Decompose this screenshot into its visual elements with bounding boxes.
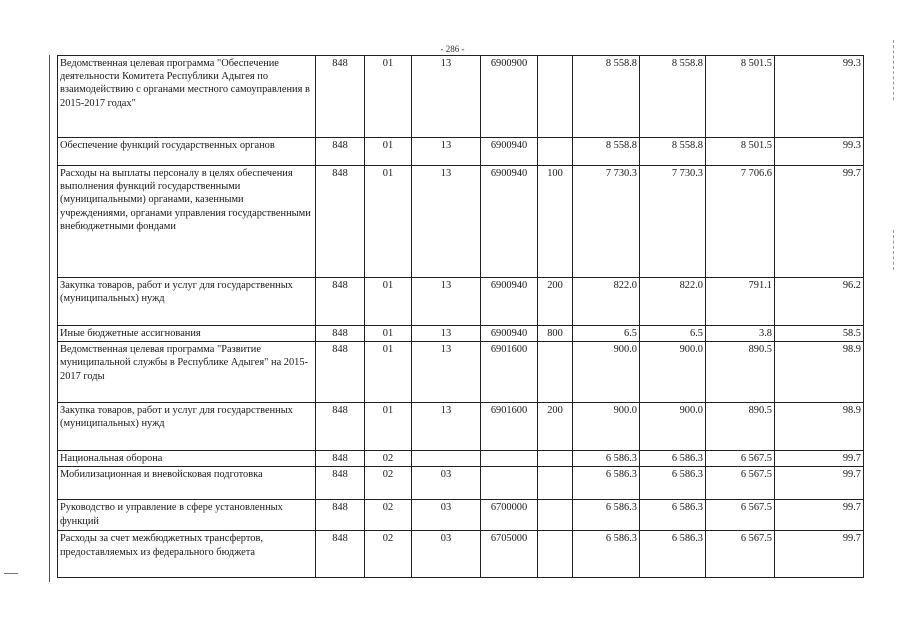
- table-row: [58, 56, 864, 138]
- csr-code: 6705000: [481, 531, 538, 578]
- vr-code: 100: [538, 166, 573, 278]
- table-row: [58, 500, 864, 531]
- pr-code: 03: [412, 531, 481, 578]
- ved-code: 848: [316, 531, 365, 578]
- rz-code: 01: [365, 278, 412, 326]
- csr-code: 6900940: [481, 326, 538, 342]
- row-name: Обеспечение функций государственных органов: [58, 138, 316, 166]
- ved-code: 848: [316, 166, 365, 278]
- row-name: Национальная оборона: [58, 451, 316, 467]
- value-percent: 99.7: [775, 500, 864, 531]
- value-percent: 99.3: [775, 138, 864, 166]
- value-approved: 8 558.8: [573, 138, 640, 166]
- row-name: Закупка товаров, работ и услуг для государственных (муниципальных) нужд: [58, 403, 316, 451]
- table-row: [58, 451, 864, 467]
- csr-code: 6900900: [481, 56, 538, 138]
- value-revised: 6 586.3: [640, 467, 706, 500]
- row-name: Расходы за счет межбюджетных трансфертов, предоставляемых из федерального бюджета: [58, 531, 316, 578]
- pr-code: 13: [412, 278, 481, 326]
- scan-mark: [893, 40, 894, 100]
- table-row: [58, 403, 864, 451]
- value-percent: 98.9: [775, 342, 864, 403]
- ved-code: 848: [316, 56, 365, 138]
- row-name: Ведомственная целевая программа "Развитие муниципальной службы в Республике Адыгея" на 2015-2017 годы: [58, 342, 316, 403]
- value-executed: 6 567.5: [706, 467, 775, 500]
- value-approved: 6.5: [573, 326, 640, 342]
- row-name: Мобилизационная и вневойсковая подготовка: [58, 467, 316, 500]
- scan-mark: [893, 230, 894, 270]
- pr-code: 13: [412, 166, 481, 278]
- rz-code: 02: [365, 451, 412, 467]
- value-revised: 6.5: [640, 326, 706, 342]
- value-approved: 8 558.8: [573, 56, 640, 138]
- value-executed: 7 706.6: [706, 166, 775, 278]
- value-revised: 6 586.3: [640, 451, 706, 467]
- table-row: [58, 326, 864, 342]
- value-executed: 3.8: [706, 326, 775, 342]
- pr-code: 13: [412, 138, 481, 166]
- vr-code: [538, 56, 573, 138]
- ved-code: 848: [316, 342, 365, 403]
- csr-code: 6900940: [481, 138, 538, 166]
- pr-code: 03: [412, 467, 481, 500]
- rz-code: 01: [365, 403, 412, 451]
- vr-code: [538, 342, 573, 403]
- pr-code: 13: [412, 403, 481, 451]
- scan-dash: [4, 573, 18, 574]
- value-percent: 99.7: [775, 166, 864, 278]
- left-margin-line: [49, 55, 50, 582]
- csr-code: [481, 467, 538, 500]
- value-revised: 8 558.8: [640, 56, 706, 138]
- value-approved: 6 586.3: [573, 531, 640, 578]
- csr-code: 6901600: [481, 342, 538, 403]
- value-percent: 58.5: [775, 326, 864, 342]
- value-executed: 791.1: [706, 278, 775, 326]
- value-executed: 6 567.5: [706, 500, 775, 531]
- vr-code: [538, 500, 573, 531]
- row-name: Закупка товаров, работ и услуг для государственных (муниципальных) нужд: [58, 278, 316, 326]
- row-name: Расходы на выплаты персоналу в целях обеспечения выполнения функций государственными (муниципальными) органами, казенными учреждениями, органами управления государственными внебюджетными фондами: [58, 166, 316, 278]
- pr-code: [412, 451, 481, 467]
- value-executed: 8 501.5: [706, 56, 775, 138]
- rz-code: 02: [365, 500, 412, 531]
- rz-code: 01: [365, 326, 412, 342]
- value-executed: 6 567.5: [706, 451, 775, 467]
- value-approved: 6 586.3: [573, 451, 640, 467]
- table-row: [58, 342, 864, 403]
- pr-code: 13: [412, 56, 481, 138]
- csr-code: [481, 451, 538, 467]
- value-approved: 6 586.3: [573, 467, 640, 500]
- vr-code: [538, 467, 573, 500]
- ved-code: 848: [316, 326, 365, 342]
- rz-code: 02: [365, 531, 412, 578]
- value-executed: 890.5: [706, 342, 775, 403]
- ved-code: 848: [316, 500, 365, 531]
- value-executed: 6 567.5: [706, 531, 775, 578]
- row-name: Руководство и управление в сфере установленных функций: [58, 500, 316, 531]
- row-name: Ведомственная целевая программа "Обеспечение деятельности Комитета Республики Адыгея по взаимодействию с органами местного самоуправления в 2015-2017 годах": [58, 56, 316, 138]
- value-approved: 900.0: [573, 342, 640, 403]
- rz-code: 01: [365, 138, 412, 166]
- value-revised: 6 586.3: [640, 531, 706, 578]
- value-approved: 822.0: [573, 278, 640, 326]
- ved-code: 848: [316, 278, 365, 326]
- rz-code: 01: [365, 166, 412, 278]
- ved-code: 848: [316, 403, 365, 451]
- csr-code: 6901600: [481, 403, 538, 451]
- vr-code: 200: [538, 403, 573, 451]
- value-revised: 822.0: [640, 278, 706, 326]
- pr-code: 13: [412, 326, 481, 342]
- table-row: [58, 166, 864, 278]
- table-body: [58, 56, 864, 578]
- page-number: - 286 -: [440, 44, 465, 54]
- value-executed: 890.5: [706, 403, 775, 451]
- value-revised: 6 586.3: [640, 500, 706, 531]
- value-revised: 900.0: [640, 403, 706, 451]
- value-revised: 900.0: [640, 342, 706, 403]
- value-percent: 99.7: [775, 531, 864, 578]
- pr-code: 13: [412, 342, 481, 403]
- vr-code: 200: [538, 278, 573, 326]
- table-row: [58, 531, 864, 578]
- vr-code: [538, 451, 573, 467]
- vr-code: [538, 531, 573, 578]
- vr-code: [538, 138, 573, 166]
- budget-table: [57, 55, 864, 578]
- value-approved: 7 730.3: [573, 166, 640, 278]
- pr-code: 03: [412, 500, 481, 531]
- csr-code: 6900940: [481, 278, 538, 326]
- value-percent: 96.2: [775, 278, 864, 326]
- value-percent: 98.9: [775, 403, 864, 451]
- csr-code: 6700000: [481, 500, 538, 531]
- ved-code: 848: [316, 467, 365, 500]
- row-name: Иные бюджетные ассигнования: [58, 326, 316, 342]
- ved-code: 848: [316, 451, 365, 467]
- ved-code: 848: [316, 138, 365, 166]
- value-percent: 99.3: [775, 56, 864, 138]
- value-approved: 900.0: [573, 403, 640, 451]
- value-revised: 7 730.3: [640, 166, 706, 278]
- table-row: [58, 467, 864, 500]
- rz-code: 02: [365, 467, 412, 500]
- value-approved: 6 586.3: [573, 500, 640, 531]
- value-percent: 99.7: [775, 451, 864, 467]
- value-percent: 99.7: [775, 467, 864, 500]
- table-row: [58, 138, 864, 166]
- table-row: [58, 278, 864, 326]
- csr-code: 6900940: [481, 166, 538, 278]
- value-revised: 8 558.8: [640, 138, 706, 166]
- vr-code: 800: [538, 326, 573, 342]
- rz-code: 01: [365, 56, 412, 138]
- rz-code: 01: [365, 342, 412, 403]
- value-executed: 8 501.5: [706, 138, 775, 166]
